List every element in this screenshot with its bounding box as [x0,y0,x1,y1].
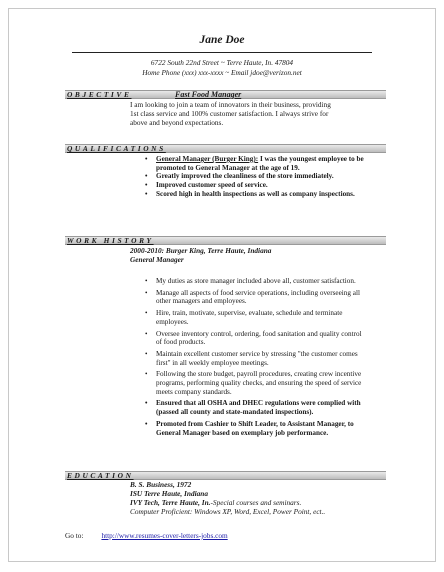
objective-line: I am looking to join a team of innovators in their business, providing [130,100,331,109]
education-block [130,481,390,517]
contact-line: Home Phone (xxx) xxx-xxxx ~ Email jdoe@verizon.net [142,68,302,77]
list-item: • Scored high in health inspections as well as company inspections. [145,190,367,199]
list-item: • Manage all aspects of food service operations, including overseeing all other managers and employees. [145,289,367,306]
objective-heading-bar [65,90,386,99]
footer [65,531,228,540]
header-rule [72,52,372,53]
applicant-name: Jane Doe [199,34,245,46]
work-history-heading-bar [65,236,386,245]
job-block [130,247,385,265]
list-item: • My duties as store manager included above all, customer satisfaction. [145,277,367,286]
qualifications-list [145,155,367,199]
qualification-rest: I was the youngest employee to be promoted to General Manager at the age of 19. [156,155,364,172]
education-heading: EDUCATION [67,471,134,480]
work-history-list [145,277,367,437]
education-heading-bar [65,471,386,480]
resume-site-link[interactable]: http://www.resumes-cover-letters-jobs.com [101,531,228,540]
education-degree: B. S. Business, 1972 [130,480,192,489]
education-computer: Computer Proficient: Windows XP, Word, Excel, Power Point, ect.. [130,506,326,516]
list-item: • Improved customer speed of service. [145,181,367,190]
qualifications-heading-bar [65,144,386,153]
qualification-lead: General Manager (Burger King): [156,155,259,163]
education-school: ISU Terre Haute, Indiana [130,488,208,498]
work-history-heading: WORK HISTORY [67,236,154,245]
job-position: General Manager [130,254,184,264]
objective-text [130,101,385,128]
address-line: 6722 South 22nd Street ~ Terre Haute, In. 47804 [150,58,294,67]
goto-label: Go to: [65,531,84,540]
objective-title: Fast Food Manager [175,89,242,99]
list-item: • Maintain excellent customer service by stressing "the customer comes first" in all weekly employee meetings. [145,350,367,367]
list-item: • Hire, train, motivate, supervise, evaluate, schedule and terminate employees. [145,309,367,326]
qualifications-heading: QUALIFICATIONS [67,144,166,153]
list-item: • Oversee inventory control, ordering, food sanitation and quality control of food products. [145,330,367,347]
list-item: • Greatly improved the cleanliness of the store immediately. [145,172,367,181]
list-item [145,155,367,172]
list-item: • Following the store budget, payroll procedures, creating crew incentive programs, performing quality checks, and ensuring the speed of service meets company standards. [145,370,367,396]
list-item: • Ensured that all OSHA and DHEC regulations were complied with (passed all county and state-mandated inspections). [145,399,367,416]
education-courses: -Special courses and seminars. [210,497,302,507]
contact-block [0,58,444,78]
objective-line: 1st class service and 100% customer satisfaction. I always strive for [130,108,329,118]
objective-line: above and beyond expectations. [130,117,224,127]
job-line: 2000-2010: Burger King, Terre Haute, Indiana [130,246,272,255]
education-school-2: IVY Tech, Terre Haute, In. [130,497,211,507]
objective-heading: OBJECTIVE [67,90,132,99]
list-item: • Promoted from Cashier to Shift Leader, to Assistant Manager, to General Manager based on exemplary job performance. [145,420,367,437]
